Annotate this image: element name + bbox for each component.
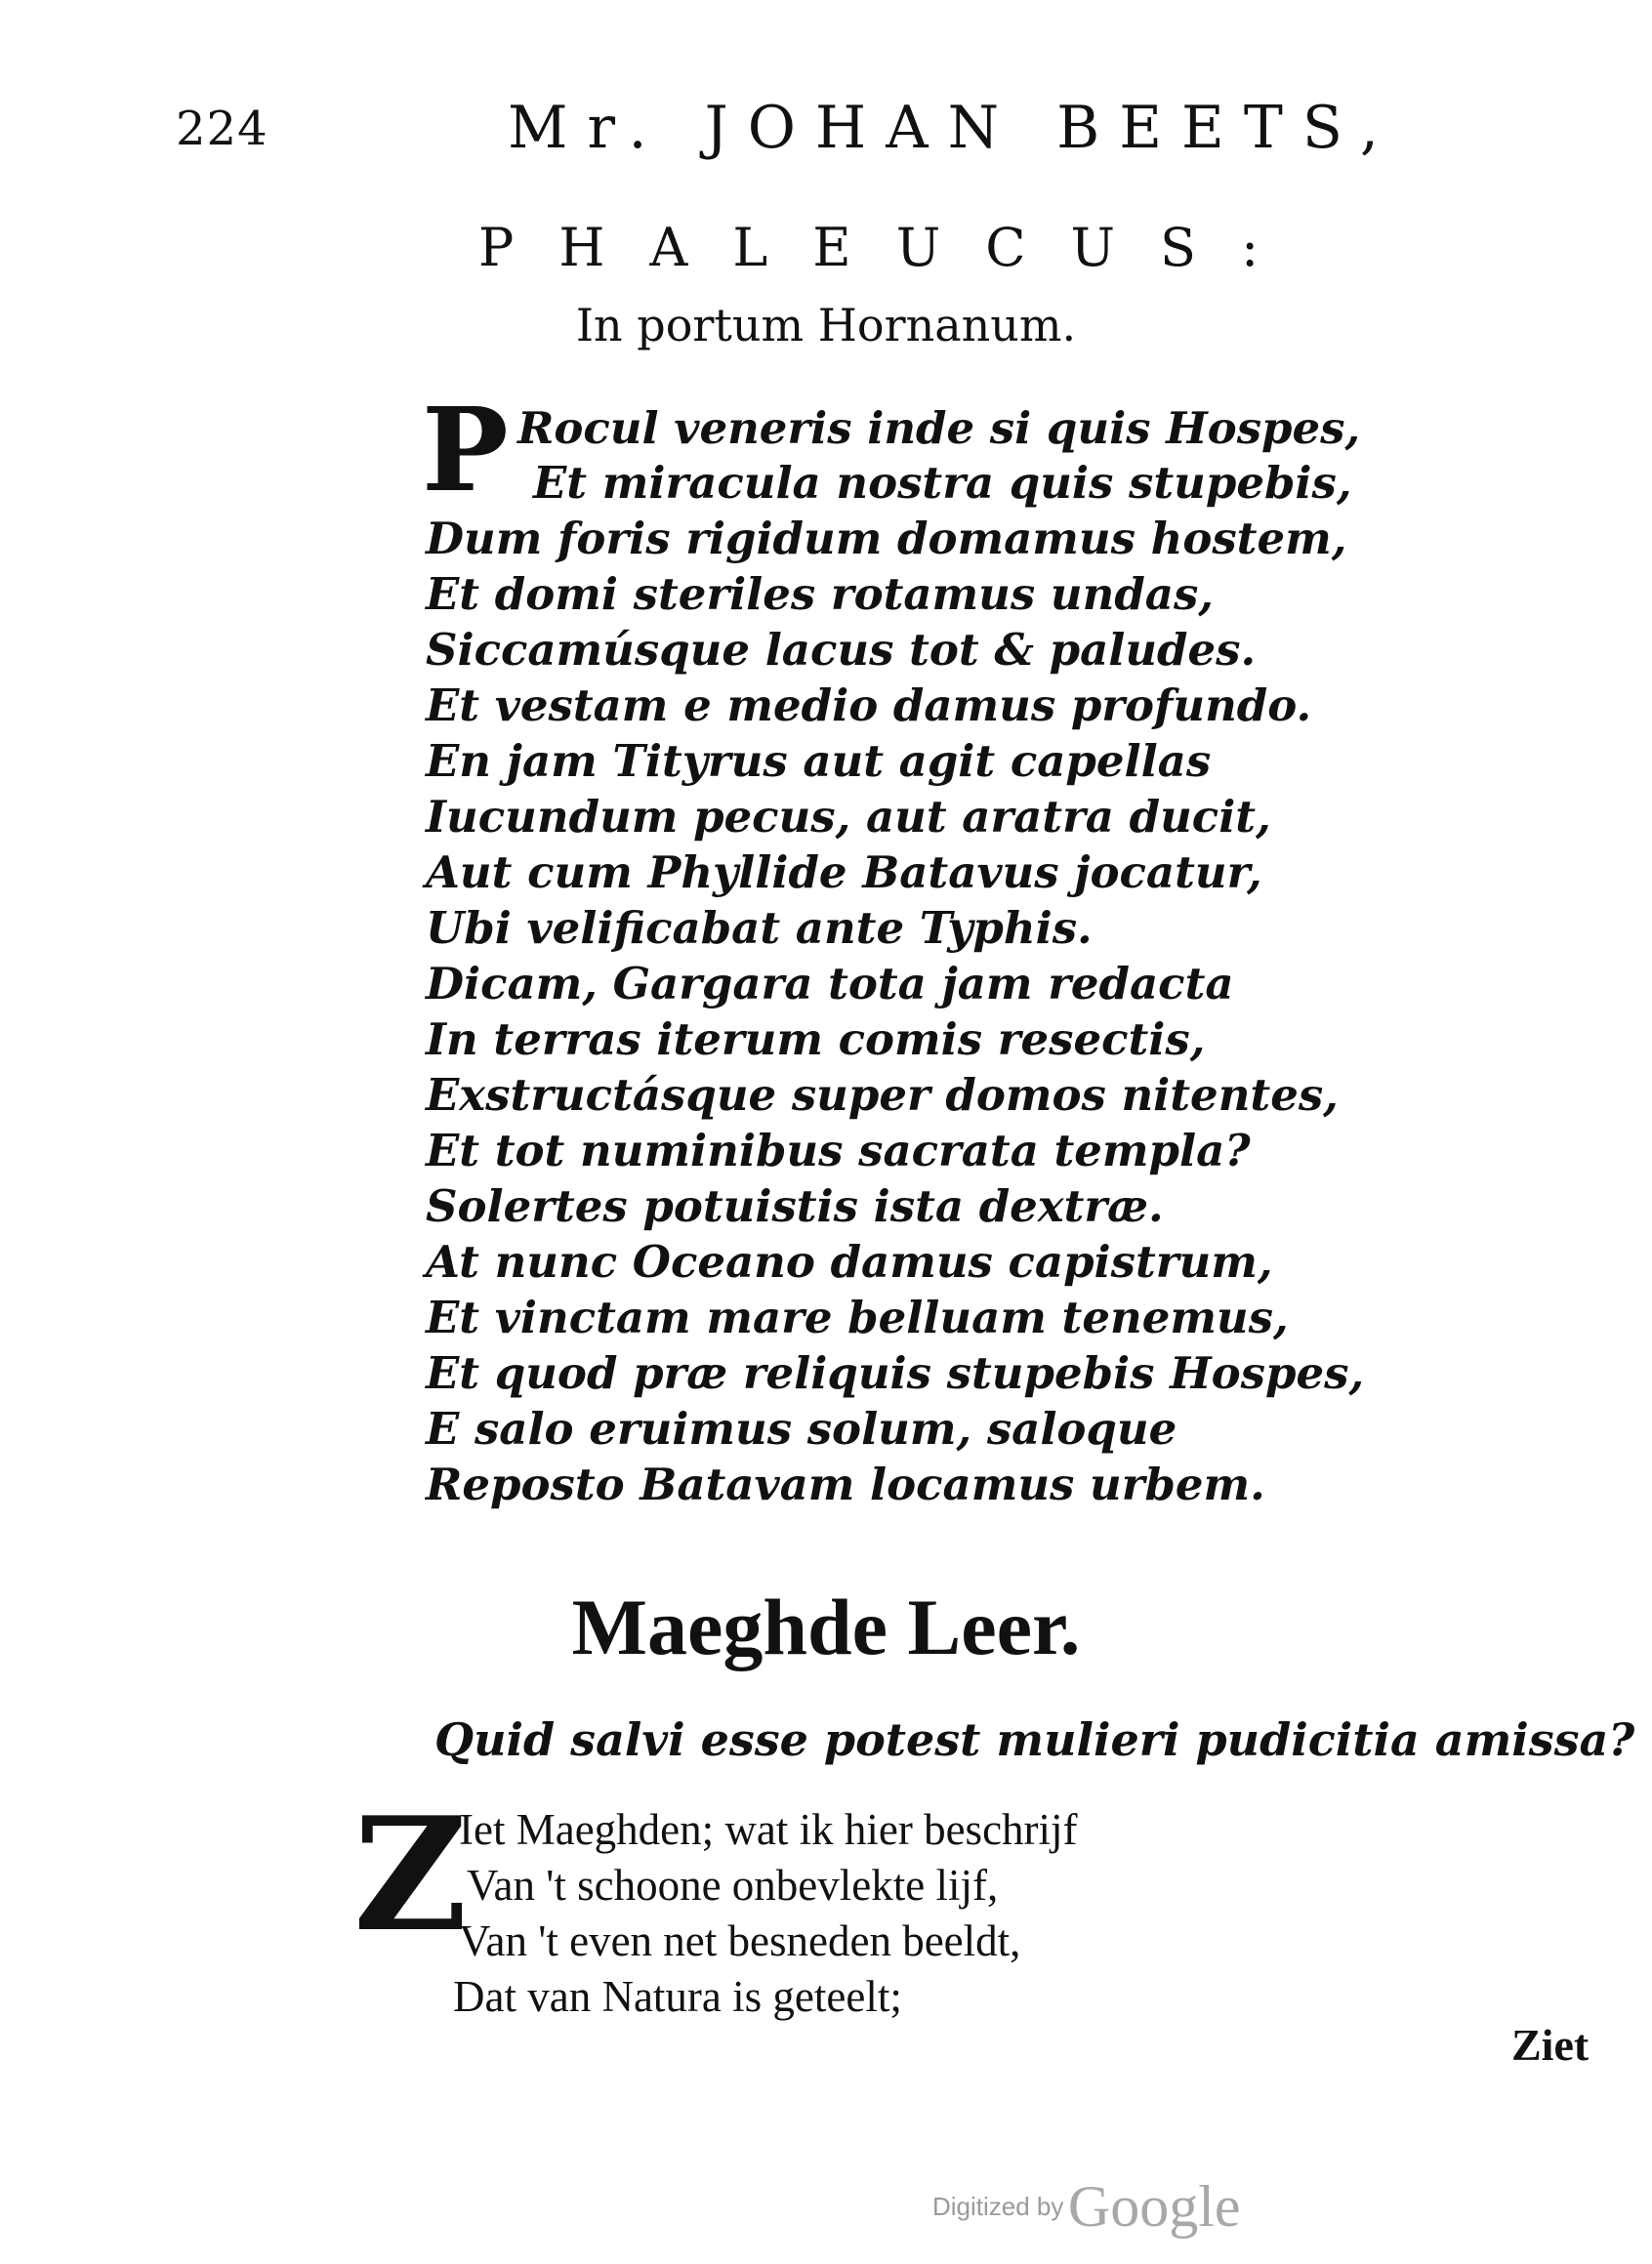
- poem-line: Et vinctam mare belluam tenemus,: [426, 1292, 1289, 1343]
- poem-line: Siccamúsque lacus tot & paludes.: [426, 624, 1257, 676]
- poem-line: Aut cum Phyllide Batavus jocatur,: [426, 846, 1262, 898]
- poem-line: Dum foris rigidum domamus hostem,: [426, 513, 1347, 564]
- verse-line: Van 't schoone onbevlekte lijf,: [467, 1861, 999, 1910]
- running-head: Mr. JOHAN BEETS,: [508, 94, 1398, 162]
- poem-line: Ubi velificabat ante Typhis.: [426, 902, 1093, 954]
- drop-cap: Z: [353, 1783, 468, 1966]
- google-logo: Google: [1067, 2174, 1241, 2239]
- poem-line: E salo eruimus solum, saloque: [426, 1403, 1177, 1455]
- epigraph: Quid salvi esse potest mulieri pudicitia amissa?: [434, 1713, 1635, 1766]
- poem-line: Et tot numinibus sacrata templa?: [426, 1125, 1251, 1176]
- section-title: PHALEUCUS:: [478, 217, 1304, 278]
- poem-title: Maeghde Leer.: [571, 1583, 1081, 1671]
- poem-line: At nunc Oceano damus capistrum,: [426, 1236, 1273, 1288]
- watermark-prefix: Digitized by: [932, 2192, 1064, 2221]
- poem-line: Rocul veneris inde si quis Hospes,: [517, 402, 1361, 454]
- drop-cap: P: [422, 382, 509, 517]
- verse-line: Dat van Natura is geteelt;: [453, 1972, 902, 2021]
- poem-line: In terras iterum comis resectis,: [426, 1013, 1206, 1065]
- verse-line: Van 't even net besneden beeldt,: [459, 1916, 1021, 1965]
- poem-line: Et miracula nostra quis stupebis,: [533, 457, 1352, 509]
- poem-line: Et vestam e medio damus profundo.: [426, 679, 1312, 731]
- poem-line: En jam Tityrus aut agit capellas: [426, 735, 1212, 787]
- poem-line: Et domi steriles rotamus undas,: [426, 568, 1214, 620]
- poem-line: Et quod præ reliquis stupebis Hospes,: [426, 1347, 1365, 1399]
- section-subtitle: In portum Hornanum.: [575, 299, 1077, 351]
- poem-line: Exstructásque super domos nitentes,: [426, 1069, 1339, 1121]
- verse-line: Iet Maeghden; wat ik hier beschrijf: [459, 1805, 1078, 1854]
- catchword: Ziet: [1511, 2020, 1590, 2070]
- digitization-watermark: [932, 2173, 1241, 2241]
- poem-line: Iucundum pecus, aut aratra ducit,: [426, 791, 1271, 843]
- poem-line: Solertes potuistis ista dextræ.: [426, 1180, 1164, 1232]
- page-number: 224: [176, 102, 268, 156]
- poem-line: Reposto Batavam locamus urbem.: [426, 1459, 1265, 1510]
- poem-line: Dicam, Gargara tota jam redacta: [426, 958, 1234, 1009]
